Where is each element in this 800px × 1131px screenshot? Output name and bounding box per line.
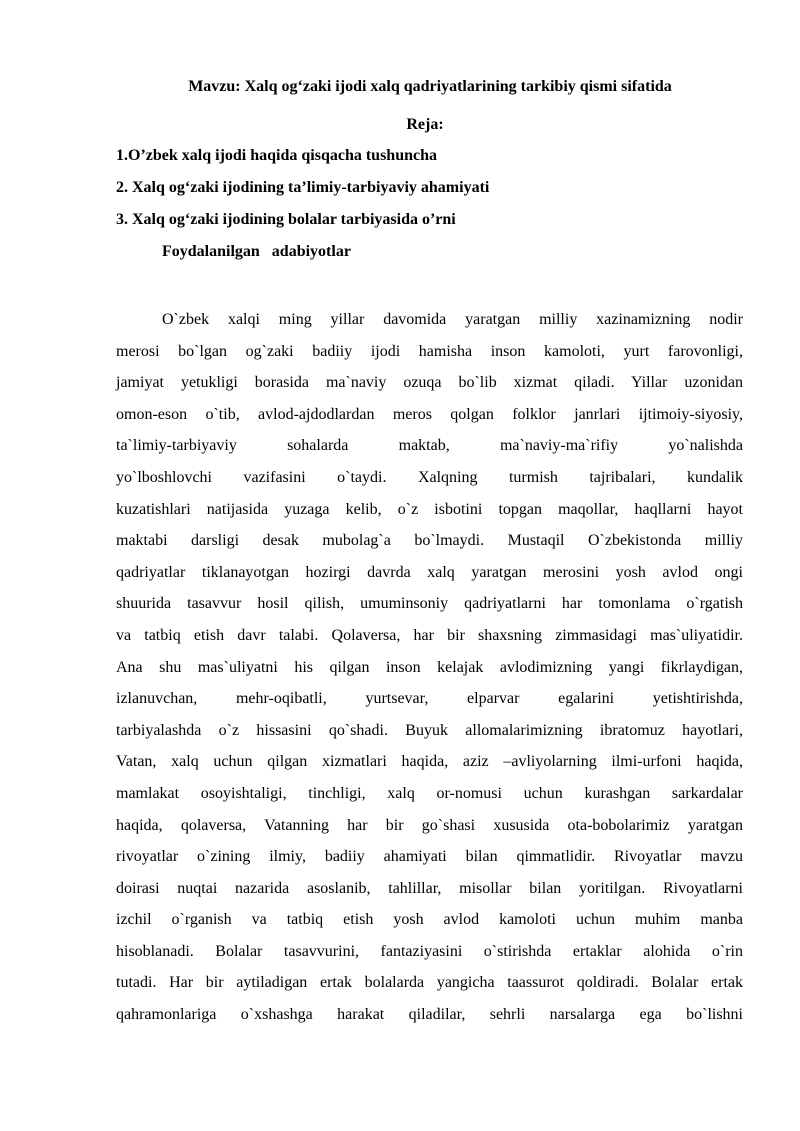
body-line: rivoyatlar o`zining ilmiy, badiiy ahamiyati bilan qimmatlidir. Rivoyatlar mavzu: [116, 848, 743, 866]
body-line: O`zbek xalqi ming yillar davomida yaratgan milliy xazinamizning nodir: [162, 311, 743, 328]
plan-item-references: Foydalanilgan adabiyotlar: [162, 243, 351, 260]
body-line: maktabi darsligi desak mubolag`a bo`lmaydi. Mustaqil O`zbekistonda milliy: [116, 532, 743, 550]
body-line: Vatan, xalq uchun qilgan xizmatlari haqida, aziz –avliyolarning ilmi-urfoni haqida,: [116, 753, 743, 771]
body-line: kuzatishlari natijasida yuzaga kelib, o`z isbotini topgan maqollar, haqllarni hayot: [116, 500, 743, 518]
body-line: yo`lboshlovchi vazifasini o`taydi. Xalqning turmish tajribalari, kundalik: [116, 468, 743, 486]
plan-item-1: 1.O’zbek xalq ijodi haqida qisqacha tushuncha: [116, 147, 437, 164]
body-line: Ana shu mas`uliyatni his qilgan inson kelajak avlodimizning yangi fikrlaydigan,: [116, 658, 743, 676]
body-line: merosi bo`lgan og`zaki badiiy ijodi hamisha inson kamoloti, yurt farovonligi,: [116, 342, 743, 360]
plan-heading: Reja:: [406, 116, 444, 133]
body-line: omon-eson o`tib, avlod-ajdodlardan meros qolgan folklor janrlari ijtimoiy-siyosiy,: [116, 405, 743, 423]
body-line: tutadi. Har bir aytiladigan ertak bolalarda yangicha taassurot qoldiradi. Bolalar ertak: [116, 974, 743, 992]
body-line: hisoblanadi. Bolalar tasavvurini, fantaziyasini o`stirishda ertaklar alohida o`rin: [116, 942, 743, 960]
body-line: tarbiyalashda o`z hissasini qo`shadi. Buyuk allomalarimizning ibratomuz hayotlari,: [116, 721, 743, 739]
body-line: doirasi nuqtai nazarida asoslanib, tahlillar, misollar bilan yoritilgan. Rivoyatlarni: [116, 879, 743, 897]
body-line: jamiyat yetukligi borasida ma`naviy ozuqa bo`lib xizmat qiladi. Yillar uzonidan: [116, 374, 743, 392]
body-line: qadriyatlar tiklanayotgan hozirgi davrda xalq yaratgan merosini yosh avlod ongi: [116, 563, 743, 581]
body-line: va tatbiq etish davr talabi. Qolaversa, har bir shaxsning zimmasidagi mas`uliyatidir.: [116, 626, 743, 644]
body-line: shuurida tasavvur hosil qilish, umuminsoniy qadriyatlarni har tomonlama o`rgatish: [116, 595, 743, 613]
plan-item-2: 2. Xalq og‘zaki ijodining ta’limiy-tarbiyaviy ahamiyati: [116, 179, 490, 196]
body-line: mamlakat osoyishtaligi, tinchligi, xalq or-nomusi uchun kurashgan sarkardalar: [116, 784, 743, 802]
body-line: ta`limiy-tarbiyaviy sohalarda maktab, ma`naviy-ma`rifiy yo`nalishda: [116, 437, 743, 455]
body-line: qahramonlariga o`xshashga harakat qiladilar, sehrli narsalarga ega bo`lishni: [116, 1006, 743, 1024]
body-paragraph: [116, 304, 743, 1031]
document-title: Mavzu: Xalq og‘zaki ijodi xalq qadriyatlarining tarkibiy qismi sifatida: [188, 78, 672, 95]
body-line: izchil o`rganish va tatbiq etish yosh avlod kamoloti uchun muhim manba: [116, 911, 743, 929]
body-line: haqida, qolaversa, Vatanning har bir go`shasi xususida ota-bobolarimiz yaratgan: [116, 816, 743, 834]
body-line: izlanuvchan, mehr-oqibatli, yurtsevar, elparvar egalarini yetishtirishda,: [116, 690, 743, 708]
plan-item-3: 3. Xalq og‘zaki ijodining bolalar tarbiyasida o’rni: [116, 211, 456, 228]
